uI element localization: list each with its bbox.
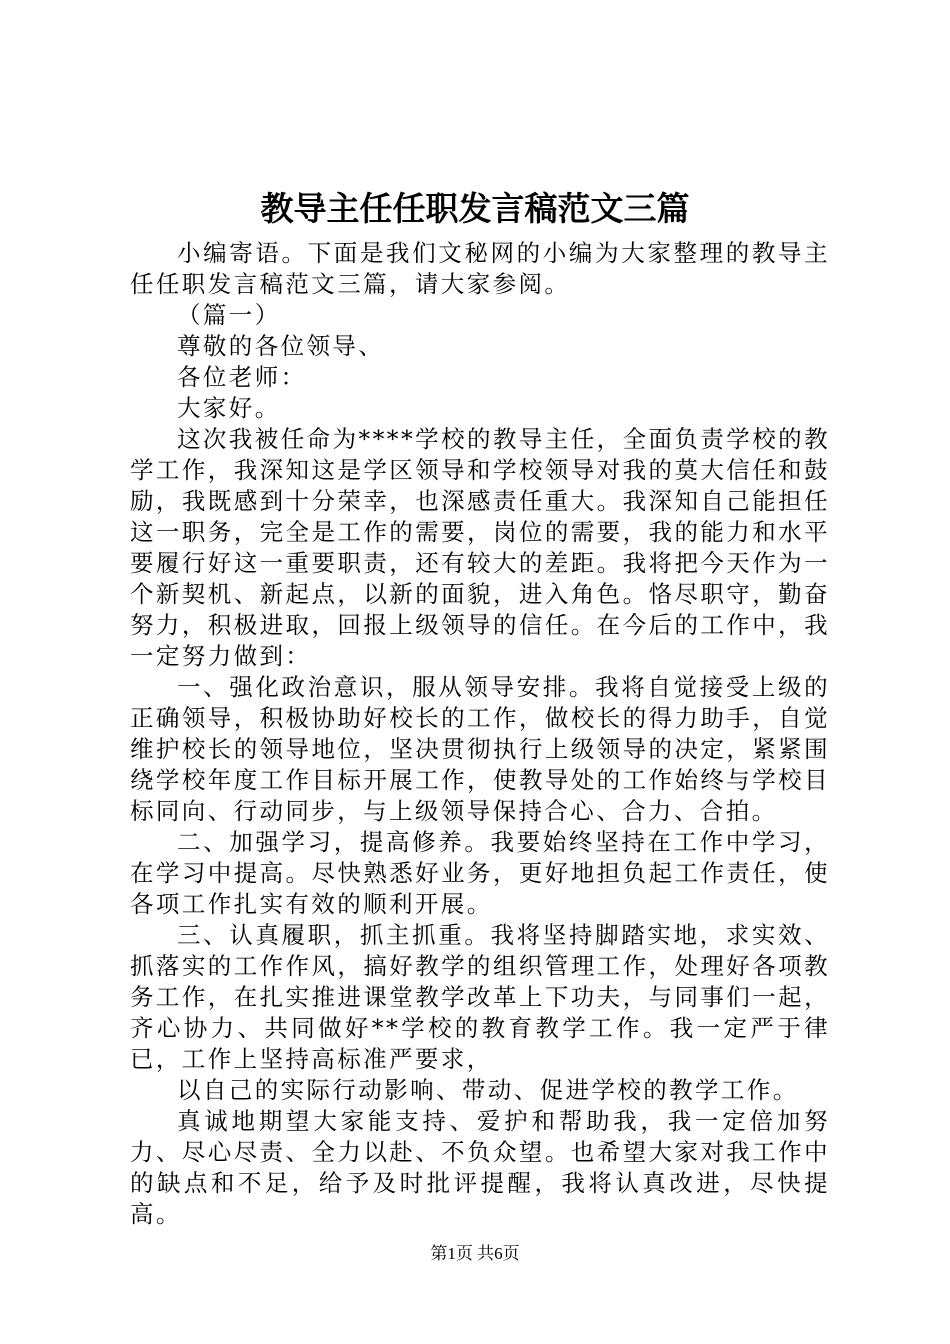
section-label: （篇一） — [177, 301, 281, 329]
page-footer: 第1页 共6页 — [430, 1244, 520, 1263]
body-paragraph: 二、加强学习，提高修养。我要始终坚持在工作中学习，在学习中提高。尽快熟悉好业务，更好地担负起工作责任，使各项工作扎实有效的顺利开展。 — [130, 828, 830, 918]
body-paragraph: 一、强化政治意识，服从领导安排。我将自觉接受上级的正确领导，积极协助好校长的工作，做校长的得力助手，自觉维护校长的领导地位，坚决贯彻执行上级领导的决定，紧紧围绕学校年度工作目标开展工作，使教导处的工作始终与学校目标同向、行动同步，与上级领导保持合心、合力、合拍。 — [130, 673, 830, 825]
salutation-line-1: 尊敬的各位领导、 — [177, 332, 385, 360]
intro-paragraph: 小编寄语。下面是我们文秘网的小编为大家整理的教导主任任职发言稿范文三篇，请大家参阅。 — [130, 239, 830, 298]
document-body — [130, 238, 830, 1230]
greeting: 大家好。 — [177, 394, 281, 422]
body-paragraph: 以自己的实际行动影响、带动、促进学校的教学工作。 — [177, 1076, 799, 1104]
document-title: 教导主任任职发言稿范文三篇 — [260, 189, 690, 228]
body-paragraph: 三、认真履职，抓主抓重。我将坚持脚踏实地，求实效、抓落实的工作作风，搞好教学的组织管理工作，处理好各项教务工作，在扎实推进课堂教学改革上下功夫，与同事们一起，齐心协力、共同做好**学校的教育教学工作。我一定严于律已，工作上坚持高标准严要求， — [130, 921, 830, 1073]
salutation-line-2: 各位老师： — [177, 363, 307, 391]
body-paragraph: 真诚地期望大家能支持、爱护和帮助我，我一定倍加努力、尽心尽责、全力以赴、不负众望。也希望大家对我工作中的缺点和不足，给予及时批评提醒，我将认真改进，尽快提高。 — [130, 1107, 830, 1228]
body-paragraph: 这次我被任命为****学校的教导主任，全面负责学校的教学工作，我深知这是学区领导和学校领导对我的莫大信任和鼓励，我既感到十分荣幸，也深感责任重大。我深知自己能担任这一职务，完全是工作的需要，岗位的需要，我的能力和水平要履行好这一重要职责，还有较大的差距。我将把今天作为一个新契机、新起点，以新的面貌，进入角色。恪尽职守，勤奋努力，积极进取，回报上级领导的信任。在今后的工作中，我一定努力做到： — [130, 425, 830, 670]
